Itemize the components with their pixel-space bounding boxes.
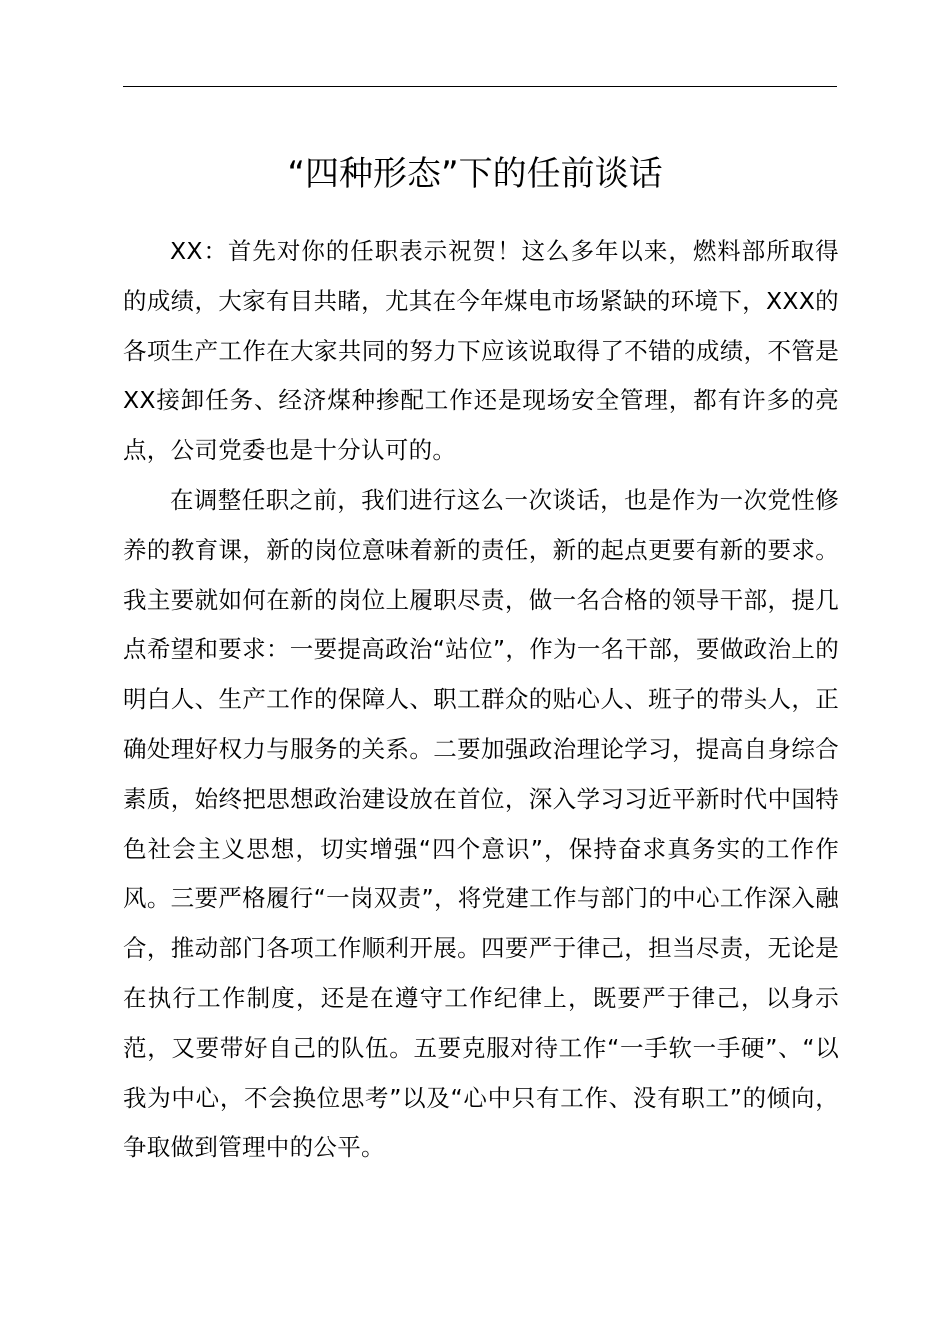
paragraph-requirements: 在调整任职之前，我们进行这么一次谈话，也是作为一次党性修养的教育课，新的岗位意味着新的责任，新的起点更要有新的要求。我主要就如何在新的岗位上履职尽责，做一名合格的领导干部，提几点希望和要求：一要提高政治“站位”，作为一名干部，要做政治上的明白人、生产工作的保障人、职工群众的贴心人、班子的带头人，正确处理好权力与服务的关系。二要加强政治理论学习，提高自身综合素质，始终把思想政治建设放在首位，深入学习习近平新时代中国特色社会主义思想，切实增强“四个意识”，保持奋求真务实的工作作风。三要严格履行“一岗双责”，将党建工作与部门的中心工作深入融合，推动部门各项工作顺利开展。四要严于律己，担当尽责，无论是在执行工作制度，还是在遵守工作纪律上，既要严于律己，以身示范，又要带好自己的队伍。五要克服对待工作“一手软一手硬”、“以我为中心，不会换位思考”以及“心中只有工作、没有职工”的倾向，争取做到管理中的公平。 [123, 485, 839, 1162]
document-body [123, 227, 839, 1173]
paragraph-congratulations: XX：首先对你的任职表示祝贺！这么多年以来，燃料部所取得的成绩，大家有目共睹，尤其在今年煤电市场紧缺的环境下，XXX的各项生产工作在大家共同的努力下应该说取得了不错的成绩，不管是XX接卸任务、经济煤种掺配工作还是现场安全管理，都有许多的亮点，公司党委也是十分认可的。 [123, 237, 839, 465]
header-rule [123, 86, 837, 87]
document-title: “四种形态”下的任前谈话 [287, 154, 663, 194]
